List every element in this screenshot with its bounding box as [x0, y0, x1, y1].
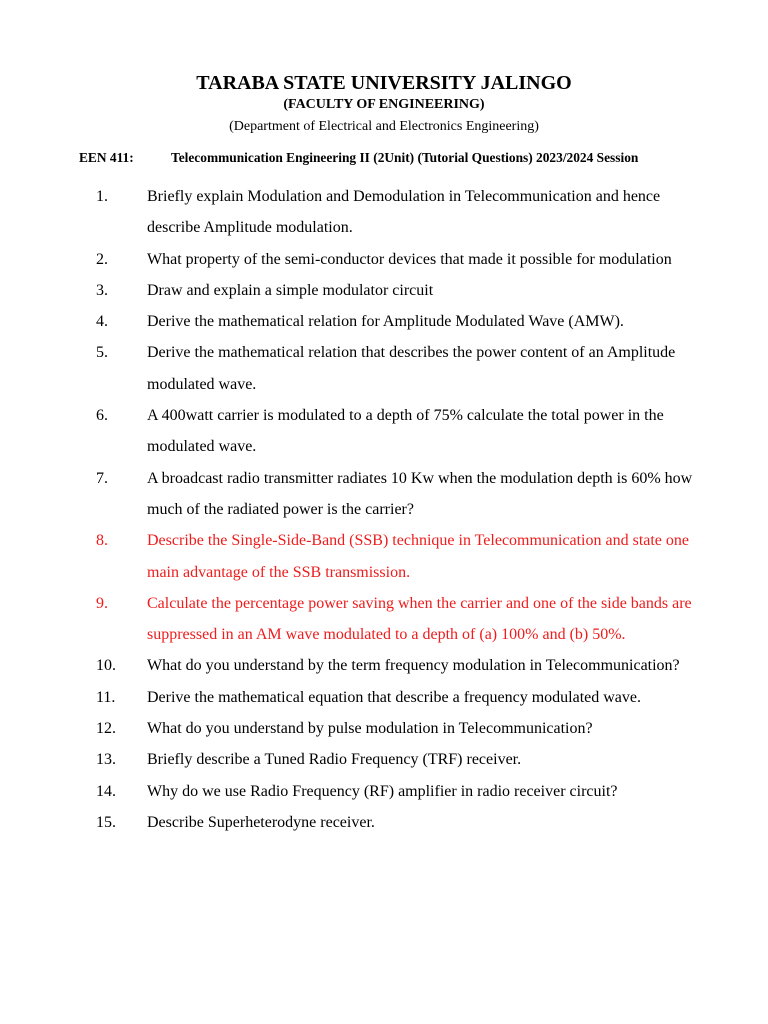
question-number: 7.: [96, 469, 108, 487]
question-list: [0, 181, 768, 838]
department-heading: (Department of Electrical and Electronics Engineering): [229, 119, 539, 134]
question-number: 6.: [96, 407, 108, 425]
faculty-heading: (FACULTY OF ENGINEERING): [283, 97, 485, 112]
question-item: [0, 776, 698, 807]
question-text: Briefly describe a Tuned Radio Frequency (TRF) receiver.: [147, 751, 522, 769]
question-number: 9.: [96, 594, 108, 612]
question-number: 13.: [96, 751, 116, 769]
question-item: [0, 744, 698, 775]
question-number: 14.: [96, 782, 116, 800]
question-text: What property of the semi-conductor devices that made it possible for modulation: [147, 250, 672, 268]
question-number: 4.: [96, 313, 108, 331]
university-title: TARABA STATE UNIVERSITY JALINGO: [196, 72, 572, 94]
question-text: Describe the Single-Side-Band (SSB) technique in Telecommunication and state one main advantage of the SSB transmission.: [147, 532, 690, 581]
question-item-highlighted: [0, 588, 698, 651]
question-text: Draw and explain a simple modulator circuit: [147, 281, 434, 299]
question-number: 12.: [96, 720, 116, 738]
question-text: Derive the mathematical equation that describe a frequency modulated wave.: [147, 688, 642, 706]
course-title: Telecommunication Engineering II (2Unit) (Tutorial Questions) 2023/2024 Session: [171, 150, 639, 165]
question-text: Briefly explain Modulation and Demodulation in Telecommunication and hence describe Amplitude modulation.: [147, 188, 661, 237]
question-text: A broadcast radio transmitter radiates 10 Kw when the modulation depth is 60% how much of the radiated power is the carrier?: [147, 469, 693, 518]
question-item-highlighted: [0, 525, 698, 588]
question-number: 11.: [96, 688, 116, 706]
question-item: [0, 463, 698, 526]
question-item: [0, 275, 698, 306]
question-item: [0, 244, 698, 275]
question-number: 8.: [96, 532, 108, 550]
question-number: 15.: [96, 813, 116, 831]
question-text: What do you understand by pulse modulation in Telecommunication?: [147, 720, 593, 738]
question-text: Derive the mathematical relation that describes the power content of an Amplitude modulated wave.: [147, 344, 676, 393]
question-number: 1.: [96, 188, 108, 205]
question-item: [0, 400, 698, 463]
question-item: [0, 306, 698, 337]
question-text: Why do we use Radio Frequency (RF) amplifier in radio receiver circuit?: [147, 782, 618, 800]
question-item: [0, 807, 698, 838]
question-text: A 400watt carrier is modulated to a depth of 75% calculate the total power in the modulated wave.: [147, 407, 664, 456]
question-item: [0, 337, 698, 400]
question-number: 3.: [96, 281, 108, 299]
question-number: 10.: [96, 657, 116, 675]
question-text: Calculate the percentage power saving when the carrier and one of the side bands are suppressed in an AM wave modulated to a depth of (a) 100% and (b) 50%.: [147, 594, 692, 644]
question-item: [0, 682, 698, 713]
question-number: 2.: [96, 250, 108, 268]
question-item: [0, 181, 698, 244]
question-item: [0, 713, 698, 744]
course-code: EEN 411:: [79, 150, 134, 165]
question-text: Describe Superheterodyne receiver.: [147, 813, 375, 831]
question-text: What do you understand by the term frequency modulation in Telecommunication?: [147, 657, 680, 675]
question-text: Derive the mathematical relation for Amplitude Modulated Wave (AMW).: [147, 313, 624, 331]
question-item: [0, 650, 698, 681]
question-number: 5.: [96, 344, 108, 362]
